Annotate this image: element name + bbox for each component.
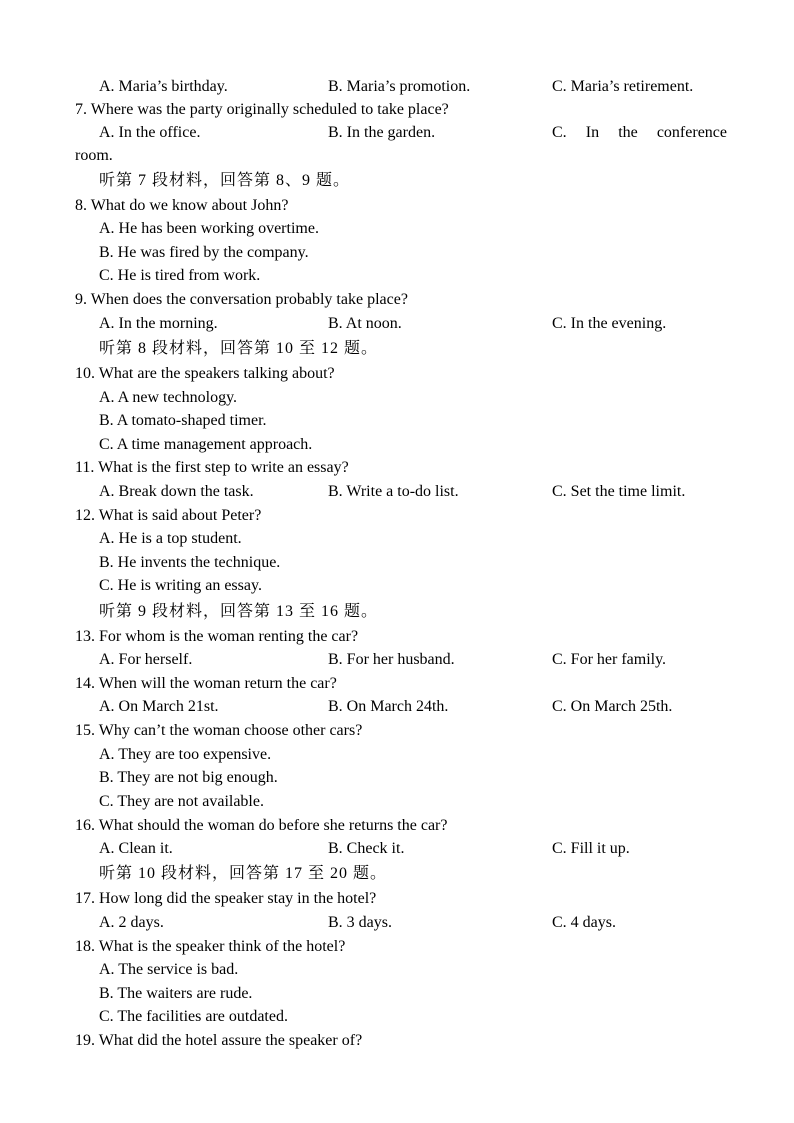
q16-stem: 16. What should the woman do before she returns the car? xyxy=(75,817,448,834)
q16-option-c: C. Fill it up. xyxy=(552,840,630,857)
q18-stem: 18. What is the speaker think of the hotel? xyxy=(75,938,346,955)
section-10-instruction: 听第 10 段材料，回答第 17 至 20 题。 xyxy=(99,865,388,882)
q14-option-b: B. On March 24th. xyxy=(328,698,449,715)
q12-stem: 12. What is said about Peter? xyxy=(75,507,262,524)
q9-option-b: B. At noon. xyxy=(328,315,402,332)
q10-option-b: B. A tomato-shaped timer. xyxy=(99,412,267,429)
q8-option-b: B. He was fired by the company. xyxy=(99,244,309,261)
section-9-instruction: 听第 9 段材料，回答第 13 至 16 题。 xyxy=(99,603,379,620)
q16-option-a: A. Clean it. xyxy=(99,840,173,857)
q13-stem: 13. For whom is the woman renting the car? xyxy=(75,628,359,645)
q15-option-c: C. They are not available. xyxy=(99,793,264,810)
q18-option-b: B. The waiters are rude. xyxy=(99,985,253,1002)
q7-option-c-word: conference xyxy=(656,124,727,141)
q13-option-b: B. For her husband. xyxy=(328,651,455,668)
q11-option-c: C. Set the time limit. xyxy=(552,483,686,500)
q15-option-a: A. They are too expensive. xyxy=(99,746,272,763)
q7-option-a: A. In the office. xyxy=(99,124,201,141)
q7-option-c-word: In xyxy=(585,124,600,141)
q12-option-a: A. He is a top student. xyxy=(99,530,242,547)
q17-option-c: C. 4 days. xyxy=(552,914,616,931)
q8-option-a: A. He has been working overtime. xyxy=(99,220,319,237)
q15-stem: 15. Why can’t the woman choose other cars? xyxy=(75,722,363,739)
q11-option-b: B. Write a to-do list. xyxy=(328,483,459,500)
q11-stem: 11. What is the first step to write an essay? xyxy=(75,459,349,476)
q13-option-c: C. For her family. xyxy=(552,651,667,668)
q6-option-a: A. Maria’s birthday. xyxy=(99,78,228,95)
q17-stem: 17. How long did the speaker stay in the hotel? xyxy=(75,890,377,907)
section-7-instruction: 听第 7 段材料，回答第 8、9 题。 xyxy=(99,172,351,189)
q7-option-c-continued: room. xyxy=(75,147,113,164)
q7-option-c xyxy=(552,123,727,143)
q8-option-c: C. He is tired from work. xyxy=(99,267,261,284)
section-8-instruction: 听第 8 段材料，回答第 10 至 12 题。 xyxy=(99,340,379,357)
q18-option-c: C. The facilities are outdated. xyxy=(99,1008,288,1025)
q13-option-a: A. For herself. xyxy=(99,651,193,668)
q10-stem: 10. What are the speakers talking about? xyxy=(75,365,335,382)
q9-stem: 9. When does the conversation probably take place? xyxy=(75,291,408,308)
q7-option-b: B. In the garden. xyxy=(328,124,436,141)
q14-option-c: C. On March 25th. xyxy=(552,698,673,715)
q7-option-c-word: C. xyxy=(552,124,567,141)
q10-option-a: A. A new technology. xyxy=(99,389,238,406)
q6-option-b: B. Maria’s promotion. xyxy=(328,78,471,95)
q7-option-c-word: the xyxy=(618,124,638,141)
q19-stem: 19. What did the hotel assure the speaker of? xyxy=(75,1032,363,1049)
q9-option-a: A. In the morning. xyxy=(99,315,218,332)
q6-option-c: C. Maria’s retirement. xyxy=(552,78,694,95)
q16-option-b: B. Check it. xyxy=(328,840,405,857)
q7-stem: 7. Where was the party originally scheduled to take place? xyxy=(75,101,449,118)
q15-option-b: B. They are not big enough. xyxy=(99,769,278,786)
q17-option-a: A. 2 days. xyxy=(99,914,164,931)
q9-option-c: C. In the evening. xyxy=(552,315,667,332)
q11-option-a: A. Break down the task. xyxy=(99,483,254,500)
q14-option-a: A. On March 21st. xyxy=(99,698,219,715)
q12-option-b: B. He invents the technique. xyxy=(99,554,281,571)
q12-option-c: C. He is writing an essay. xyxy=(99,577,262,594)
q18-option-a: A. The service is bad. xyxy=(99,961,239,978)
q14-stem: 14. When will the woman return the car? xyxy=(75,675,337,692)
q17-option-b: B. 3 days. xyxy=(328,914,392,931)
q8-stem: 8. What do we know about John? xyxy=(75,197,289,214)
q10-option-c: C. A time management approach. xyxy=(99,436,313,453)
